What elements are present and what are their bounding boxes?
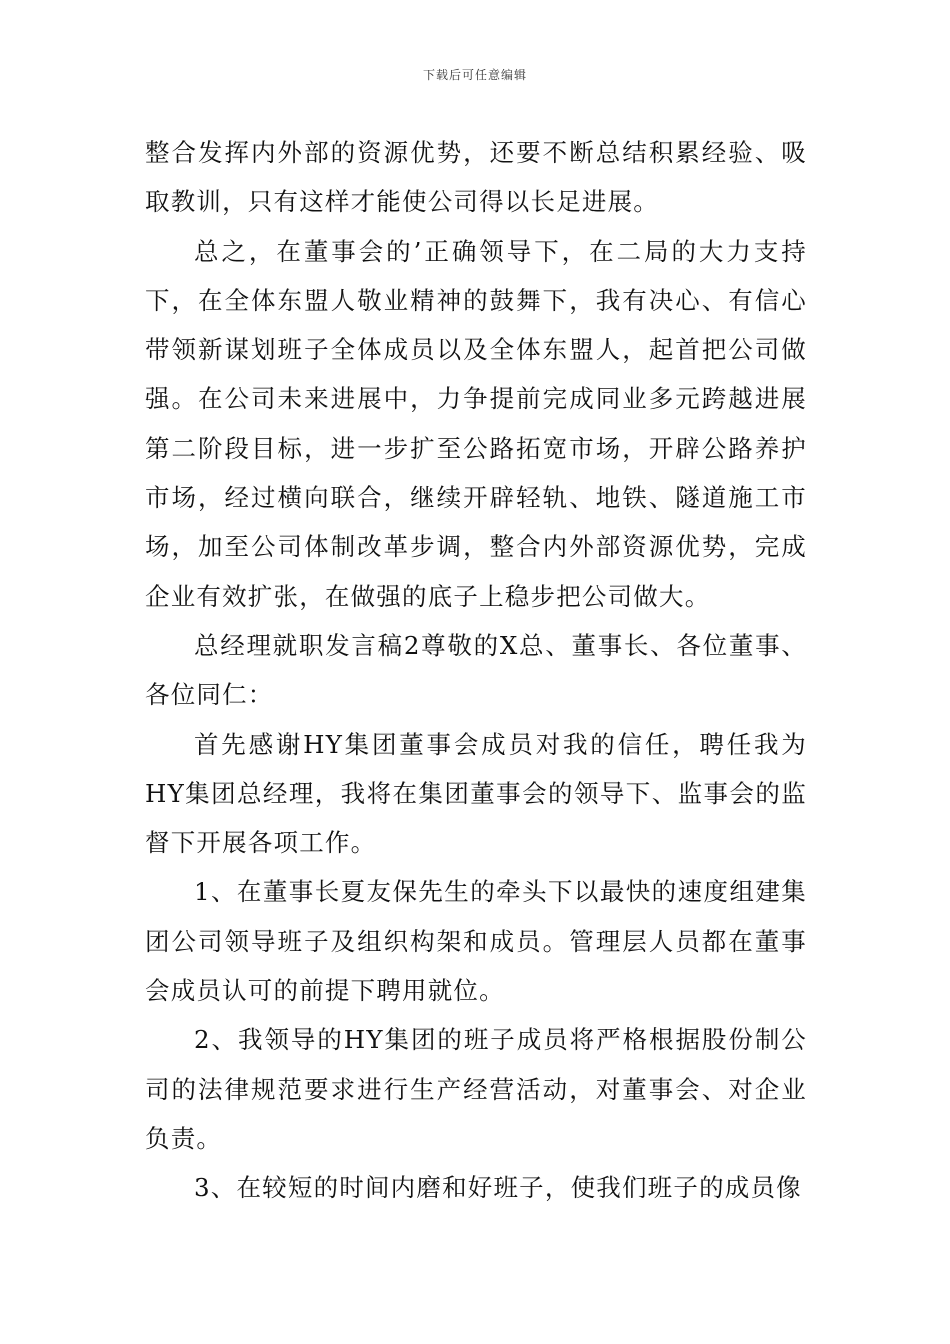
paragraph-1: 整合发挥内外部的资源优势，还要不断总结积累经验、吸取教训，只有这样才能使公司得以长足进展。 bbox=[145, 138, 807, 217]
paragraph-5: 1、在董事长夏友保先生的牵头下以最快的速度组建集团公司领导班子及组织构架和成员。管理层人员都在董事会成员认可的前提下聘用就位。 bbox=[145, 877, 807, 1006]
document-body bbox=[145, 128, 807, 1213]
paragraph-6: 2、我领导的HY集团的班子成员将严格根据股份制公司的法律规范要求进行生产经营活动，对董事会、对企业负责。 bbox=[145, 1025, 807, 1153]
paragraph-3: 总经理就职发言稿2尊敬的X总、董事长、各位董事、各位同仁： bbox=[145, 630, 807, 710]
page-header: 下载后可任意编辑 bbox=[422, 68, 527, 82]
paragraph-4: 首先感谢HY集团董事会成员对我的信任，聘任我为HY集团总经理，我将在集团董事会的领导下、监事会的监督下开展各项工作。 bbox=[145, 729, 807, 858]
paragraph-7: 3、在较短的时间内磨和好班子，使我们班子的成员像 bbox=[194, 1173, 802, 1203]
paragraph-2: 总之，在董事会的’正确领导下，在二局的大力支持下，在全体东盟人敬业精神的鼓舞下，我有决心、有信心带领新谋划班子全体成员以及全体东盟人，起首把公司做强。在公司未来进展中，力争提前完成同业多元跨越进展第二阶段目标，进一步扩至公路拓宽市场，开辟公路养护市场，经过横向联合，继续开辟轻轨、地铁、隧道施工市场，加至公司体制改革步调，整合内外部资源优势，完成企业有效扩张，在做强的底子上稳步把公司做大。 bbox=[145, 236, 807, 611]
